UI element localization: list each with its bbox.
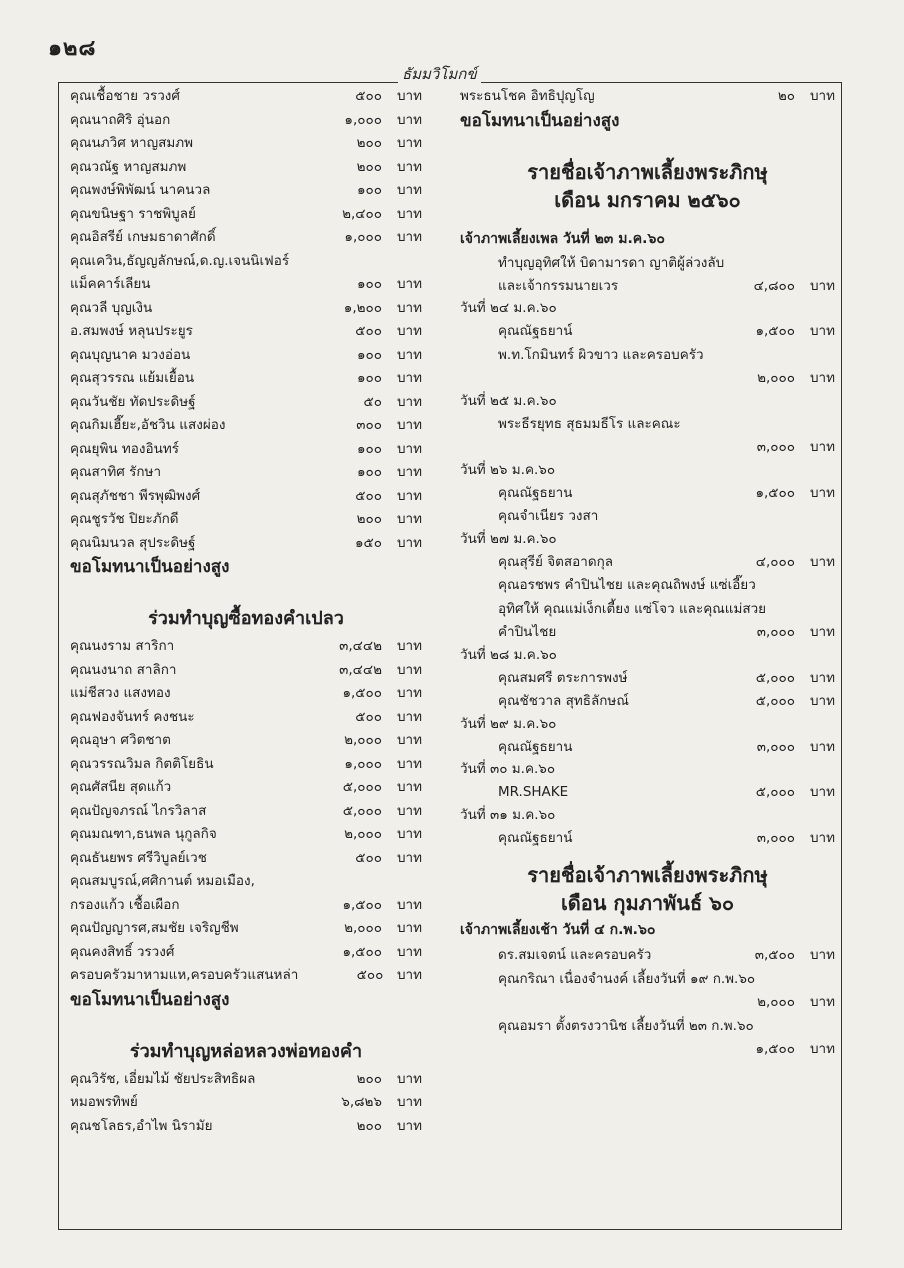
donor-unit: บาท (396, 511, 422, 527)
donor-amount: ๑๐๐ (356, 464, 382, 480)
donor-unit: บาท (809, 553, 835, 570)
donor-row (70, 84, 422, 108)
running-title: ธัมมวิโมกข์ (398, 62, 481, 86)
donor-row (460, 735, 835, 759)
donor-row (460, 620, 835, 644)
donor-row (70, 1090, 422, 1114)
donor-row (70, 296, 422, 320)
donor-unit: บาท (396, 135, 422, 151)
donor-unit: บาท (396, 299, 422, 316)
thanks-heading: ขอโมทนาเป็นอย่างสูง (70, 989, 230, 1010)
donor-name: ครอบครัวมาหามแห,ครอบครัวแสนหล่า (70, 967, 299, 983)
donor-unit: บาท (396, 732, 422, 748)
donor-unit: บาท (809, 738, 835, 755)
donor-row (70, 178, 422, 202)
donor-amount: ๒๐ (777, 88, 795, 104)
donor-name: คุณณัฐธยาน (498, 738, 573, 755)
right-column (460, 84, 835, 1061)
donor-amount: ๒,๔๐๐ (342, 205, 382, 222)
donor-name: คุณนาถศิริ อุ่นอก (70, 111, 171, 128)
donor-row (460, 343, 835, 367)
donor-amount: ๒,๐๐๐ (344, 826, 382, 842)
donor-amount: ๑,๕๐๐ (342, 685, 382, 701)
donor-row (70, 799, 422, 823)
donor-amount: ๕,๐๐๐ (342, 779, 382, 795)
donor-unit: บาท (396, 440, 422, 457)
donor-amount: ๕๐๐ (356, 967, 384, 983)
donor-row (460, 412, 835, 436)
donor-row (70, 131, 422, 155)
donor-unit: บาท (396, 802, 422, 819)
donor-name: คุณศัสนีย สุดแก้ว (70, 779, 172, 795)
donor-row (460, 990, 835, 1014)
donor-amount: ๒,๐๐๐ (757, 370, 795, 386)
section-title-gold-leaf: ร่วมทำบุญซื้อทองคำเปลว (148, 608, 344, 629)
donor-name: คุณอรชพร คำปินไชย และคุณถิพงษ์ แซ่เอี๊ยว (498, 577, 756, 593)
donor-row (70, 752, 422, 776)
donor-unit: บาท (809, 693, 835, 709)
donor-amount: ๑,๕๐๐ (342, 896, 382, 913)
donor-name: คุณยุพิน ทองอินทร์ (70, 440, 179, 457)
donor-name: คุณพงษ์พิพัฒน์ นาคนวล (70, 182, 211, 198)
donor-amount: ๑,๐๐๐ (344, 229, 382, 245)
donor-name: คุณบุญนาค มวงอ่อน (70, 346, 191, 363)
donor-unit: บาท (809, 947, 835, 963)
donor-name: คุณสมบูรณ์,ศศิกานต์ หมอเมือง, (70, 873, 255, 889)
donor-row (70, 272, 422, 296)
donor-name: คุณวณัฐ หาญสมภพ (70, 158, 187, 175)
donor-unit: บาท (396, 1070, 422, 1087)
donor-unit: บาท (809, 88, 835, 104)
donor-amount: ๑,๕๐๐ (755, 484, 795, 501)
donor-row (460, 573, 835, 597)
donor-amount: ๓,๔๔๒ (339, 661, 382, 678)
donor-amount: ๒,๐๐๐ (344, 732, 382, 748)
donor-amount: ๓,๐๐๐ (756, 439, 795, 455)
donor-unit: บาท (396, 755, 422, 772)
donor-row (70, 437, 422, 461)
donor-name: คุณณัฐธยาน์ (498, 323, 573, 339)
donor-amount: ๑๐๐ (356, 440, 382, 457)
donor-name: คุณวรรณวิมล กิตติโยธิน (70, 755, 214, 772)
donor-unit: บาท (809, 323, 835, 339)
donor-row (70, 681, 422, 705)
donor-unit: บาท (396, 779, 422, 795)
donor-name: คุณคงสิทธิ์ วรวงศ์ (70, 943, 175, 960)
donor-name: คุณวิรัช, เอี่ยมไม้ ชัยประสิทธิผล (70, 1070, 256, 1087)
donor-name: คุณมณฑา,ธนพล นุกูลกิจ (70, 826, 217, 842)
donor-row (460, 550, 835, 574)
donor-amount: ๒,๐๐๐ (344, 920, 382, 936)
donor-row (70, 916, 422, 940)
donor-amount: ๑,๐๐๐ (344, 755, 382, 772)
donor-row (70, 507, 422, 531)
donor-amount: ๑,๕๐๐ (755, 323, 795, 339)
donor-name: คุณอมรา ตั้งตรงวานิช เลี้ยงวันที่ ๒๓ ก.พ.๖๐ (498, 1017, 754, 1034)
donor-amount: ๓,๐๐๐ (756, 829, 795, 846)
donor-row (460, 435, 835, 459)
donor-name: คุณปัญญารศ,สมชัย เจริญชีพ (70, 920, 239, 936)
donor-unit: บาท (396, 464, 422, 480)
donor-amount: ๓,๐๐๐ (756, 738, 795, 755)
donor-list-golden-buddha (70, 1067, 422, 1138)
feb-title-line1: รายชื่อเจ้าภาพเลี้ยงพระภิกษุ (527, 863, 768, 887)
donor-row (70, 155, 422, 179)
donor-row (460, 597, 835, 621)
donor-name: คุณนิมนวล สุประดิษฐ์ (70, 534, 196, 551)
donor-amount: ๑๐๐ (356, 182, 382, 198)
donor-unit: บาท (809, 277, 835, 294)
jan-dedication-line: ทำบุญอุทิศให้ บิดามารดา ญาติผู้ล่วงลับ (498, 254, 725, 271)
donor-row (70, 202, 422, 226)
donor-name: คุณจำเนียร วงสา (498, 508, 599, 524)
date-label: วันที่ ๒๖ ม.ค.๖๐ (460, 461, 556, 478)
donor-name: หมอพรทิพย์ (70, 1094, 138, 1110)
jan-title-line2: เดือน มกราคม ๒๕๖๐ (554, 187, 741, 212)
donor-row (70, 1067, 422, 1091)
date-label: วันที่ ๒๗ ม.ค.๖๐ (460, 530, 557, 547)
donor-amount: ๓,๐๐๐ (756, 624, 795, 640)
donor-row (70, 390, 422, 414)
donor-amount: ๕๐๐ (355, 708, 382, 725)
donor-row (70, 705, 422, 729)
donor-row (460, 481, 835, 505)
donor-name: MR.SHAKE (498, 784, 569, 800)
donor-amount: ๕,๐๐๐ (755, 784, 795, 800)
thanks-heading: ขอโมทนาเป็นอย่างสูง (70, 557, 230, 577)
donor-name: คำปินไชย (498, 624, 557, 640)
donor-row (460, 504, 835, 528)
donor-unit: บาท (396, 534, 422, 551)
donor-name: คุณสาทิศ รักษา (70, 464, 162, 480)
section-title-golden-buddha: ร่วมทำบุญหล่อหลวงพ่อทองคำ (129, 1040, 363, 1062)
donor-row (460, 826, 835, 850)
donor-row (70, 1114, 422, 1138)
donor-amount: ๕๐๐ (355, 323, 382, 339)
donor-name: คุณธันยพร ศรีวิบูลย์เวช (70, 849, 207, 866)
thanks-heading: ขอโมทนาเป็นอย่างสูง (460, 110, 620, 131)
donor-row (70, 249, 422, 273)
donor-amount: ๑,๒๐๐ (343, 299, 382, 316)
donor-row (460, 274, 835, 298)
donor-unit: บาท (809, 669, 835, 686)
donor-row (70, 225, 422, 249)
donor-amount: ๑,๐๐๐ (344, 111, 382, 128)
donor-row (70, 728, 422, 752)
donor-amount: ๑๕๐ (354, 534, 382, 551)
donor-unit: บาท (809, 624, 835, 640)
donor-amount: ๓๐๐ (356, 417, 382, 433)
donor-amount: ๒๐๐ (356, 1117, 382, 1134)
donor-name: และเจ้ากรรมนายเวร (498, 277, 619, 294)
donor-unit: บาท (396, 158, 422, 175)
jan-host-line: เจ้าภาพเลี้ยงเพล วันที่ ๒๓ ม.ค.๖๐ (460, 230, 665, 247)
donor-amount: ๕๐๐ (355, 88, 382, 104)
donor-name: แม่ชีสวง แสงทอง (70, 685, 171, 701)
donor-name: คุณวันชัย ทัดประดิษฐ์ (70, 393, 196, 410)
donor-name: คุณวลี บุญเงิน (70, 299, 153, 316)
donor-name: คุณณัฐธยาน์ (498, 829, 573, 846)
donor-unit: บาท (809, 484, 835, 501)
donor-unit: บาท (396, 896, 422, 913)
donor-unit: บาท (809, 1041, 835, 1057)
donor-amount: ๕,๐๐๐ (755, 669, 795, 686)
donor-name: คุณสุภัชชา พีรพุฒิพงศ์ (70, 487, 201, 504)
donor-row (70, 366, 422, 390)
donor-row (460, 1037, 835, 1061)
donor-unit: บาท (396, 229, 422, 245)
donor-row (70, 634, 422, 658)
jan-title-line1: รายชื่อเจ้าภาพเลี้ยงพระภิกษุ (527, 159, 768, 184)
donor-name: พระธนโชค อิทธิปุญโญ (460, 88, 595, 104)
feb-title-line2: เดือน กุมภาพันธ์ ๖๐ (560, 891, 735, 915)
donor-name: คุณขนิษฐา ราชพิบูลย์ (70, 205, 196, 222)
donor-amount: ๑,๕๐๐ (342, 943, 382, 960)
donor-unit: บาท (396, 370, 422, 386)
donor-row (70, 893, 422, 917)
donor-row (70, 343, 422, 367)
donor-unit: บาท (396, 920, 422, 936)
donor-amount: ๑๐๐ (356, 276, 382, 292)
donor-name: แม็คคาร์เลียน (70, 276, 151, 292)
donor-unit: บาท (396, 943, 422, 960)
donor-unit: บาท (396, 967, 422, 983)
donor-row (460, 666, 835, 690)
donor-unit: บาท (396, 487, 422, 504)
donor-row (460, 1014, 835, 1038)
donor-name: คุณเชื้อชาย วรวงศ์ (70, 88, 180, 104)
donor-amount: ๕๐๐ (355, 849, 382, 866)
donor-name: คุณชัชวาล สุทธิลักษณ์ (498, 693, 629, 709)
donor-unit: บาท (396, 685, 422, 701)
donor-name: คุณนงราม สาริกา (70, 638, 175, 654)
donor-list-gold-leaf (70, 634, 422, 987)
donor-name: คุณสุรีย์ จิตสอาดกุล (498, 553, 614, 570)
donor-amount: ๔,๘๐๐ (753, 277, 795, 294)
donor-name: ดร.สมเจตน์ และครอบครัว (498, 947, 652, 963)
donor-row (70, 484, 422, 508)
donor-row (460, 943, 835, 967)
donor-amount: ๒๐๐ (356, 511, 382, 527)
donor-name: คุณปัญจภรณ์ ไกรวิลาส (70, 802, 207, 819)
donor-name: คุณสมศรี ตระการพงษ์ (498, 669, 628, 686)
donor-amount: ๓,๔๔๒ (339, 638, 382, 654)
feb-host-line: เจ้าภาพเลี้ยงเช้า วันที่ ๔ ก.พ.๖๐ (460, 922, 656, 938)
donor-amount: ๕๐๐ (355, 487, 382, 504)
donor-unit: บาท (396, 1117, 422, 1134)
donor-amount: ๑๐๐ (356, 370, 382, 386)
donor-amount: ๑,๕๐๐ (755, 1041, 795, 1057)
donor-name: คุณณัฐธยาน (498, 484, 573, 501)
donor-unit: บาท (809, 784, 835, 800)
donor-unit: บาท (396, 849, 422, 866)
donor-row (70, 775, 422, 799)
donor-name: คุณนงนาถ สาลิกา (70, 661, 177, 678)
donor-row (460, 84, 835, 108)
donor-amount: ๕,๐๐๐ (755, 693, 795, 709)
donor-unit: บาท (396, 1094, 422, 1110)
date-label: วันที่ ๓๐ ม.ค.๖๐ (460, 761, 556, 777)
donor-name: กรองแก้ว เชื้อเผือก (70, 896, 180, 913)
donor-unit: บาท (809, 829, 835, 846)
donor-name: คุณกริณา เนื่องจำนงค์ เลี้ยงวันที่ ๑๙ ก.พ.๖๐ (498, 970, 756, 987)
donor-row (70, 108, 422, 132)
donor-name: อุทิศให้ คุณแม่เง็กเตี้ยง แซ่โจว และคุณแม่สวย (498, 600, 767, 617)
donor-name: คุณนภวิศ หาญสมภพ (70, 135, 194, 151)
donor-amount: ๒๐๐ (356, 1070, 382, 1087)
donor-unit: บาท (809, 370, 835, 386)
donor-row (70, 869, 422, 893)
donor-amount: ๕๐ (363, 393, 382, 410)
donor-name: คุณฟองจันทร์ คงชนะ (70, 708, 195, 725)
donor-amount: ๓,๕๐๐ (754, 947, 795, 963)
donor-amount: ๑๐๐ (356, 346, 382, 363)
donor-row (460, 967, 835, 991)
donor-amount: ๒,๐๐๐ (757, 994, 795, 1010)
donor-unit: บาท (396, 393, 422, 410)
donor-row (70, 846, 422, 870)
donor-amount: ๒๐๐ (356, 135, 382, 151)
page-number: ๑๒๘ (48, 36, 97, 61)
donor-unit: บาท (396, 276, 422, 292)
donor-unit: บาท (396, 205, 422, 222)
donor-row (70, 531, 422, 555)
donor-name: พระธีรยุทธ สุธมมธีโร และคณะ (498, 415, 681, 432)
date-label: วันที่ ๒๘ ม.ค.๖๐ (460, 646, 557, 663)
donor-name: คุณอุษา ศวิตชาต (70, 732, 171, 748)
donor-unit: บาท (396, 826, 422, 842)
donor-name: คุณอิสรีย์ เกษมธาดาศักดิ์ (70, 229, 216, 245)
donor-name: พ.ท.โกมินทร์ ผิวขาว และครอบครัว (498, 346, 704, 363)
donor-row (70, 460, 422, 484)
donor-row (70, 822, 422, 846)
donor-unit: บาท (396, 111, 422, 128)
donor-row (460, 689, 835, 713)
donor-name: คุณสุวรรณ แย้มเยื้อน (70, 370, 195, 386)
donor-unit: บาท (396, 323, 422, 339)
donor-amount: ๒๐๐ (356, 158, 382, 175)
donor-unit: บาท (809, 439, 835, 455)
donor-list-general (70, 84, 422, 554)
date-label: วันที่ ๒๕ ม.ค.๖๐ (460, 392, 557, 409)
date-label: วันที่ ๒๔ ม.ค.๖๐ (460, 300, 557, 316)
donor-row (460, 366, 835, 390)
donor-unit: บาท (396, 708, 422, 725)
donor-unit: บาท (396, 417, 422, 433)
donor-name: อ.สมพงษ์ หลุนประยูร (70, 323, 193, 339)
donor-unit: บาท (396, 638, 422, 654)
donor-row (70, 658, 422, 682)
donor-row (70, 940, 422, 964)
donor-name: คุณเควิน,ธัญญลักษณ์,ด.ญ.เจนนิเฟอร์ (70, 252, 290, 269)
donor-unit: บาท (396, 661, 422, 678)
donor-unit: บาท (396, 346, 422, 363)
date-label: วันที่ ๒๙ ม.ค.๖๐ (460, 715, 557, 732)
donor-name: คุณกิมเฮี๊ยะ,อัชวิน แสงผ่อง (70, 417, 226, 433)
donor-row (460, 319, 835, 343)
date-label: วันที่ ๓๑ ม.ค.๖๐ (460, 806, 556, 823)
donor-amount: ๕,๐๐๐ (342, 802, 382, 819)
donor-row (70, 963, 422, 987)
donor-row (70, 413, 422, 437)
donor-amount: ๔,๐๐๐ (755, 553, 795, 570)
donor-row (70, 319, 422, 343)
donor-amount: ๖,๘๒๖ (341, 1094, 382, 1110)
donor-name: คุณชูรวัช ปิยะภักดี (70, 511, 179, 527)
donor-unit: บาท (396, 182, 422, 198)
donor-unit: บาท (809, 994, 835, 1010)
donor-name: คุณชโลธร,อำไพ นิรามัย (70, 1117, 213, 1134)
donor-unit: บาท (396, 88, 422, 104)
left-column (70, 84, 422, 1137)
donor-row (460, 780, 835, 804)
